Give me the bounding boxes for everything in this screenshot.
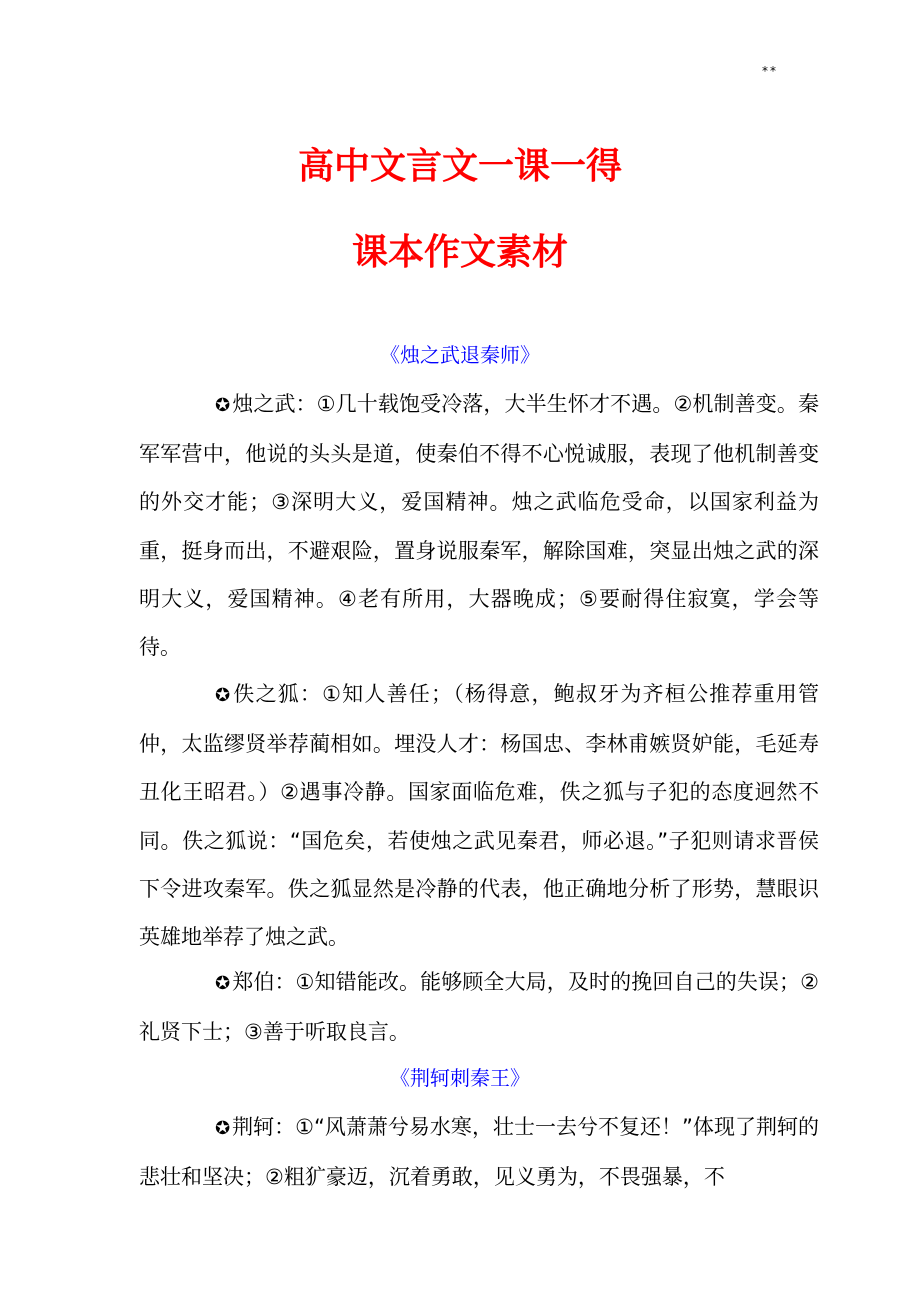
- entry-jingke: [139, 1103, 819, 1201]
- entry-zhuzhiwu: [139, 380, 819, 671]
- main-title-line-1: 高中文言文一课一得: [297, 146, 622, 187]
- page-header-mark: **: [762, 64, 778, 78]
- entry-zhengbo: [139, 958, 819, 1056]
- entry-text: 烛之武：①几十载饱受冷落，大半生怀才不遇。②机制善变。秦军军营中，他说的头头是道，使秦伯不得不心悦诚服，表现了他机制善变的外交才能；③深明大义，爱国精神。烛之武临危受命，以国家利益为重，挺身而出，不避艰险，置身说服秦军，解除国难，突显出烛之武的深明大义，爱国精神。④老有所用，大器晚成；⑤要耐得住寂寞，学会等待。: [139, 392, 819, 660]
- star-bullet-icon: ✪: [215, 685, 231, 706]
- section-title-zhuzhiwu: 《烛之武退秦师》: [380, 343, 540, 367]
- star-bullet-icon: ✪: [215, 973, 231, 994]
- section-title-jingke: 《荆轲刺秦王》: [390, 1066, 530, 1090]
- star-bullet-icon: ✪: [215, 395, 231, 416]
- entry-text: 郑伯：①知错能改。能够顾全大局，及时的挽回自己的失误；②礼贤下士；③善于听取良言。: [139, 970, 819, 1045]
- entry-text: 荆轲：①“风萧萧兮易水寒，壮士一去兮不复还！”体现了荆轲的悲壮和坚决；②粗犷豪迈，沉着勇敢，见义勇为，不畏强暴，不: [139, 1115, 819, 1190]
- main-title-line-2: 课本作文素材: [351, 232, 568, 273]
- entry-text: 佚之狐：①知人善任；（杨得意，鲍叔牙为齐桓公推荐重用管仲，太监缪贤举荐蔺相如。埋没人才：杨国忠、李林甫嫉贤妒能，毛延寿丑化王昭君。）②遇事冷静。国家面临危难，佚之狐与子犯的态度迥然不同。佚之狐说：“国危矣，若使烛之武见秦君，师必退。”子犯则请求晋侯下令进攻秦军。佚之狐显然是冷静的代表，他正确地分析了形势，慧眼识英雄地举荐了烛之武。: [139, 682, 819, 950]
- star-bullet-icon: ✪: [215, 1118, 231, 1139]
- entry-yizhihu: [139, 670, 819, 961]
